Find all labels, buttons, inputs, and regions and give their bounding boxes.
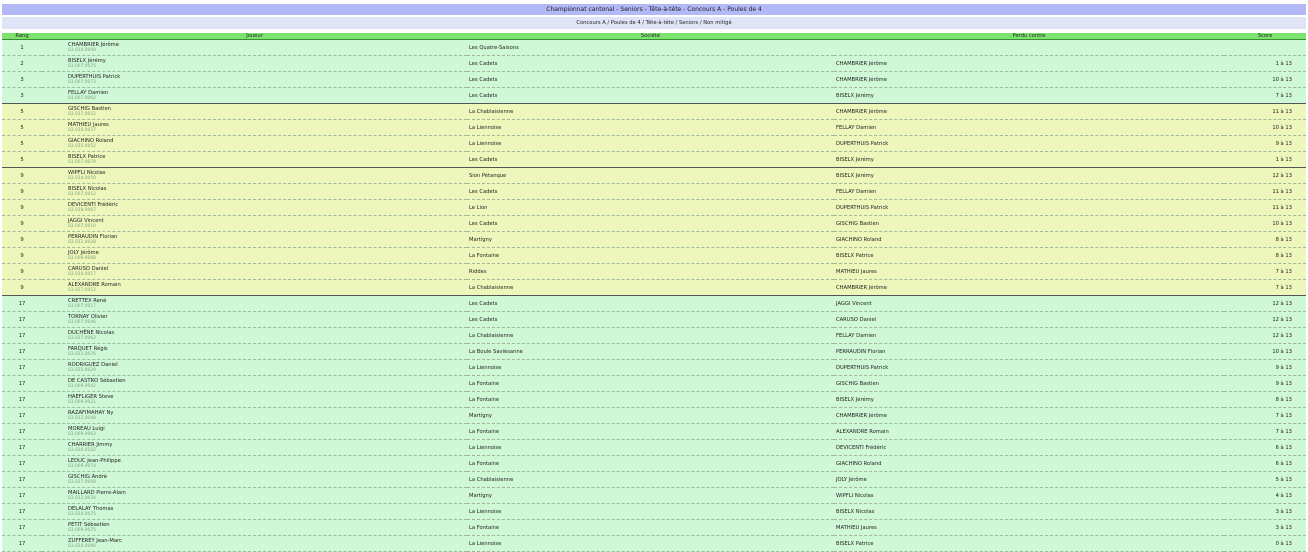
player-cell	[42, 392, 467, 408]
player-license: 03.025.0052	[68, 143, 96, 149]
score-cell: 12 à 13	[1224, 312, 1306, 328]
table-row	[2, 88, 1306, 104]
player-license: 03.027.0012	[68, 287, 96, 293]
player-cell	[42, 472, 467, 488]
player-license: 03.010.0049	[68, 47, 96, 53]
player-license: 03.025.0029	[68, 367, 96, 373]
table-row	[2, 408, 1306, 424]
player-name[interactable]: DUPERTHUIS Patrick	[68, 73, 121, 80]
lost-against-cell: BISELX Nicolas	[834, 504, 1224, 520]
player-cell	[42, 216, 467, 232]
rank-cell: 17	[2, 520, 42, 536]
club-cell: La Chablaisienne	[467, 328, 834, 344]
club-cell: La Liennoise	[467, 136, 834, 152]
rank-cell: 9	[2, 216, 42, 232]
score-cell: 12 à 13	[1224, 168, 1306, 184]
rank-cell: 9	[2, 248, 42, 264]
player-name[interactable]: GIACHINO Roland	[68, 137, 114, 144]
table-row	[2, 344, 1306, 360]
player-license: 03.012.0034	[68, 495, 96, 501]
score-cell: 7 à 13	[1224, 408, 1306, 424]
player-license: 03.007.0017	[68, 303, 96, 309]
lost-against-cell: PERRAUDIN Florian	[834, 344, 1224, 360]
player-name[interactable]: LEDUC Jean-Philippe	[68, 457, 121, 464]
table-row	[2, 184, 1306, 200]
player-license: 03.007.0010	[68, 223, 96, 229]
score-cell: 1 à 13	[1224, 56, 1306, 72]
lost-against-cell: MATHIEU Jaures	[834, 520, 1224, 536]
club-cell: Martigny	[467, 408, 834, 424]
score-cell: 7 à 13	[1224, 264, 1306, 280]
lost-against-cell: FELLAY Damien	[834, 184, 1224, 200]
table-row	[2, 360, 1306, 376]
header-perdu-contre: Perdu contre	[834, 33, 1224, 40]
table-row	[2, 456, 1306, 472]
rank-cell: 17	[2, 408, 42, 424]
lost-against-cell: MATHIEU Jaures	[834, 264, 1224, 280]
club-cell: La Liennoise	[467, 440, 834, 456]
player-name[interactable]: RAZAFIMAHAY Ny	[68, 409, 114, 416]
score-cell: 12 à 13	[1224, 328, 1306, 344]
rank-cell: 5	[2, 136, 42, 152]
club-cell: La Chablaisienne	[467, 280, 834, 296]
player-name[interactable]: MAILLARD Pierre-Alain	[68, 489, 126, 496]
player-license: 03.007.0079	[68, 159, 96, 165]
table-row	[2, 40, 1306, 56]
table-row	[2, 392, 1306, 408]
score-cell: 12 à 13	[1224, 296, 1306, 312]
club-cell: La Fontaine	[467, 424, 834, 440]
lost-against-cell: WIPFLI Nicolas	[834, 488, 1224, 504]
club-cell: La Fontaine	[467, 392, 834, 408]
player-cell	[42, 296, 467, 312]
score-cell: 11 à 13	[1224, 184, 1306, 200]
rank-cell: 17	[2, 472, 42, 488]
player-cell	[42, 168, 467, 184]
player-cell	[42, 424, 467, 440]
player-license: 03.007.0012	[68, 191, 96, 197]
score-cell: 9 à 13	[1224, 360, 1306, 376]
player-cell	[42, 376, 467, 392]
player-name[interactable]: ZUFFEREY Jean-Marc	[68, 537, 122, 544]
rank-cell: 17	[2, 360, 42, 376]
player-license: 03.012.0028	[68, 239, 96, 245]
lost-against-cell: CHAMBRIER Jérôme	[834, 408, 1224, 424]
score-cell: 7 à 13	[1224, 88, 1306, 104]
club-cell: La Chablaisienne	[467, 472, 834, 488]
rank-cell: 2	[2, 56, 42, 72]
player-cell	[42, 408, 467, 424]
player-cell	[42, 456, 467, 472]
player-license: 03.009.0075	[68, 527, 96, 533]
lost-against-cell: BISELX Jérémy	[834, 392, 1224, 408]
table-row	[2, 376, 1306, 392]
table-row	[2, 488, 1306, 504]
player-cell	[42, 344, 467, 360]
rank-cell: 17	[2, 296, 42, 312]
player-license: 03.020.0017	[68, 271, 96, 277]
score-cell: 4 à 13	[1224, 488, 1306, 504]
table-row	[2, 72, 1306, 88]
club-cell: La Liennoise	[467, 504, 834, 520]
player-license: 03.012.0048	[68, 415, 96, 421]
lost-against-cell: FELLAY Damien	[834, 120, 1224, 136]
rank-cell: 17	[2, 376, 42, 392]
player-cell	[42, 328, 467, 344]
table-row	[2, 536, 1306, 552]
player-name[interactable]: DELALAY Thomas	[68, 505, 114, 512]
club-cell: La Fontaine	[467, 520, 834, 536]
table-row	[2, 328, 1306, 344]
table-row	[2, 56, 1306, 72]
player-license: 03.020.0102	[68, 447, 96, 453]
club-cell: Le Lion	[467, 200, 834, 216]
lost-against-cell: GIACHINO Roland	[834, 456, 1224, 472]
table-row	[2, 312, 1306, 328]
club-cell: La Boule Savièsanne	[467, 344, 834, 360]
player-license: 03.007.0062	[68, 95, 96, 101]
rank-cell: 5	[2, 104, 42, 120]
table-row	[2, 216, 1306, 232]
player-name[interactable]: PERRAUDIN Florian	[68, 233, 118, 240]
table-body	[2, 40, 1306, 552]
player-name[interactable]: GISCHIG Bastien	[68, 105, 111, 112]
player-cell	[42, 88, 467, 104]
score-cell: 10 à 13	[1224, 120, 1306, 136]
rank-cell: 17	[2, 488, 42, 504]
lost-against-cell: ALEXANDRE Romain	[834, 424, 1224, 440]
player-license: 03.024.0050	[68, 175, 96, 181]
club-cell: La Chablaisienne	[467, 104, 834, 120]
club-cell: Sion Pétanque	[467, 168, 834, 184]
score-cell: 10 à 13	[1224, 72, 1306, 88]
club-cell: Riddes	[467, 264, 834, 280]
score-cell: 8 à 13	[1224, 232, 1306, 248]
rank-cell: 17	[2, 536, 42, 552]
player-name[interactable]: DUCHÊNE Nicolas	[68, 329, 115, 336]
lost-against-cell: CHAMBRIER Jérôme	[834, 104, 1224, 120]
header-societe: Société	[467, 33, 834, 40]
rank-cell: 17	[2, 312, 42, 328]
club-cell: Les Cadets	[467, 184, 834, 200]
lost-against-cell: CHAMBRIER Jérôme	[834, 280, 1224, 296]
player-name[interactable]: DEVICENTI Frédéric	[68, 201, 119, 208]
table-row	[2, 136, 1306, 152]
lost-against-cell: DUPERTHUIS Patrick	[834, 200, 1224, 216]
rank-cell: 5	[2, 120, 42, 136]
table-row	[2, 520, 1306, 536]
rank-cell: 17	[2, 504, 42, 520]
rank-cell: 5	[2, 152, 42, 168]
player-cell	[42, 248, 467, 264]
rank-cell: 9	[2, 264, 42, 280]
score-cell: 7 à 13	[1224, 424, 1306, 440]
player-name[interactable]: CARUSO Daniel	[68, 265, 109, 272]
player-name[interactable]: CHARRIER Jimmy	[68, 441, 113, 448]
breadcrumb: Concours A / Poules de 4 / Tête-à-tête / Seniors / Non mitigé	[2, 17, 1306, 29]
table-row	[2, 280, 1306, 296]
header-score: Score	[1224, 33, 1306, 40]
score-cell: 11 à 13	[1224, 200, 1306, 216]
page-title: Championnat cantonal - Seniors - Tête-à-tête - Concours A - Poules de 4	[2, 4, 1306, 15]
lost-against-cell: DEVICENTI Frédéric	[834, 440, 1224, 456]
player-license: 03.028.0067	[68, 207, 96, 213]
rank-cell: 3	[2, 72, 42, 88]
lost-against-cell: GISCHIG Bastien	[834, 216, 1224, 232]
club-cell: La Liennoise	[467, 536, 834, 552]
club-cell: La Liennoise	[467, 120, 834, 136]
player-name[interactable]: CHAMBRIER Jérôme	[68, 41, 119, 48]
header-joueur: Joueur	[42, 33, 467, 40]
club-cell: La Liennoise	[467, 360, 834, 376]
rank-cell: 17	[2, 328, 42, 344]
lost-against-cell: BISELX Patrice	[834, 248, 1224, 264]
player-cell	[42, 40, 467, 56]
rank-cell: 9	[2, 200, 42, 216]
score-cell: 6 à 13	[1224, 456, 1306, 472]
table-row	[2, 472, 1306, 488]
score-cell: 8 à 13	[1224, 248, 1306, 264]
player-name[interactable]: ALEXANDRE Romain	[68, 281, 121, 288]
lost-against-cell: DUPERTHUIS Patrick	[834, 136, 1224, 152]
player-license: 03.020.0075	[68, 511, 96, 517]
player-cell	[42, 312, 467, 328]
table-row	[2, 120, 1306, 136]
player-license: 03.020.0027	[68, 127, 96, 133]
player-name[interactable]: BISELX Jérémy	[68, 57, 106, 64]
lost-against-cell: BISELX Jérémy	[834, 88, 1224, 104]
score-cell: 10 à 13	[1224, 344, 1306, 360]
player-license: 03.009.0042	[68, 383, 96, 389]
table-row	[2, 504, 1306, 520]
player-name[interactable]: FELLAY Damien	[68, 89, 109, 96]
player-cell	[42, 280, 467, 296]
player-name[interactable]: MATHIEU Jaures	[68, 121, 109, 128]
header-rang: Rang	[2, 33, 42, 40]
player-license: 03.007.0046	[68, 319, 96, 325]
club-cell: Les Cadets	[467, 72, 834, 88]
lost-against-cell: CHAMBRIER Jérôme	[834, 72, 1224, 88]
player-name[interactable]: RODRIGUEZ Daniel	[68, 361, 118, 368]
rank-cell: 1	[2, 40, 42, 56]
table-row	[2, 440, 1306, 456]
score-cell: 3 à 13	[1224, 504, 1306, 520]
player-cell	[42, 56, 467, 72]
player-name[interactable]: WIPFLI Nicolas	[68, 169, 106, 176]
player-license: 03.009.0074	[68, 463, 96, 469]
rank-cell: 17	[2, 424, 42, 440]
lost-against-cell: CARUSO Daniel	[834, 312, 1224, 328]
club-cell: Les Cadets	[467, 312, 834, 328]
player-cell	[42, 184, 467, 200]
rank-cell: 17	[2, 440, 42, 456]
player-cell	[42, 232, 467, 248]
player-cell	[42, 536, 467, 552]
rank-cell: 17	[2, 344, 42, 360]
player-name[interactable]: JAGGI Vincent	[68, 217, 104, 224]
player-license: 03.007.0073	[68, 79, 96, 85]
rank-cell: 3	[2, 88, 42, 104]
lost-against-cell	[834, 40, 1224, 56]
player-license: 03.027.0022	[68, 111, 96, 117]
club-cell: Les Cadets	[467, 88, 834, 104]
player-cell	[42, 360, 467, 376]
rank-cell: 9	[2, 232, 42, 248]
club-cell: Les Cadets	[467, 56, 834, 72]
lost-against-cell: FELLAY Damien	[834, 328, 1224, 344]
player-name[interactable]: GISCHIG André	[68, 473, 107, 480]
player-cell	[42, 152, 467, 168]
club-cell: La Fontaine	[467, 248, 834, 264]
lost-against-cell: GIACHINO Roland	[834, 232, 1224, 248]
score-cell: 11 à 13	[1224, 104, 1306, 120]
player-name[interactable]: MOREAU Luigi	[68, 425, 105, 432]
player-name[interactable]: TORNAY Olivier	[68, 313, 108, 320]
table-row	[2, 264, 1306, 280]
lost-against-cell: JOLY Jérôme	[834, 472, 1224, 488]
table-row	[2, 152, 1306, 168]
player-name[interactable]: CRETTEX René	[68, 297, 107, 304]
score-cell: 10 à 13	[1224, 216, 1306, 232]
rank-cell: 9	[2, 184, 42, 200]
rank-cell: 17	[2, 456, 42, 472]
rank-cell: 9	[2, 168, 42, 184]
player-name[interactable]: BISELX Nicolas	[68, 185, 107, 192]
table-row	[2, 248, 1306, 264]
player-license: 03.009.0021	[68, 399, 96, 405]
player-license: 03.027.0008	[68, 479, 96, 485]
player-name[interactable]: PETIT Sébastien	[68, 521, 110, 528]
score-cell	[1224, 40, 1306, 56]
player-name[interactable]: BISELX Patrice	[68, 153, 106, 160]
club-cell: Les Quatre-Saisons	[467, 40, 834, 56]
table-row	[2, 104, 1306, 120]
club-cell: Les Cadets	[467, 216, 834, 232]
club-cell: Martigny	[467, 488, 834, 504]
player-cell	[42, 72, 467, 88]
table-row	[2, 232, 1306, 248]
table-row	[2, 296, 1306, 312]
score-cell: 7 à 13	[1224, 280, 1306, 296]
player-license: 03.022.0076	[68, 351, 96, 357]
player-cell	[42, 264, 467, 280]
rank-cell: 9	[2, 280, 42, 296]
club-cell: Martigny	[467, 232, 834, 248]
player-cell	[42, 120, 467, 136]
club-cell: La Fontaine	[467, 456, 834, 472]
club-cell: Les Cadets	[467, 152, 834, 168]
results-table	[2, 33, 1306, 552]
player-name[interactable]: JOLY Jérôme	[68, 249, 99, 256]
score-cell: 3 à 13	[1224, 520, 1306, 536]
player-name[interactable]: FARQUET Régis	[68, 345, 108, 352]
score-cell: 1 à 13	[1224, 152, 1306, 168]
table-row	[2, 168, 1306, 184]
lost-against-cell: GISCHIG Bastien	[834, 376, 1224, 392]
player-cell	[42, 136, 467, 152]
player-name[interactable]: HAEFLIGER Steve	[68, 393, 114, 400]
player-license: 03.009.0063	[68, 431, 96, 437]
lost-against-cell: CHAMBRIER Jérôme	[834, 56, 1224, 72]
table-row	[2, 424, 1306, 440]
player-cell	[42, 520, 467, 536]
score-cell: 9 à 13	[1224, 136, 1306, 152]
player-cell	[42, 504, 467, 520]
player-name[interactable]: DE CASTRO Sébastien	[68, 377, 126, 384]
score-cell: 6 à 13	[1224, 440, 1306, 456]
score-cell: 8 à 13	[1224, 392, 1306, 408]
player-cell	[42, 104, 467, 120]
player-cell	[42, 440, 467, 456]
lost-against-cell: JAGGI Vincent	[834, 296, 1224, 312]
lost-against-cell: DUPERTHUIS Patrick	[834, 360, 1224, 376]
player-cell	[42, 200, 467, 216]
score-cell: 5 à 13	[1224, 472, 1306, 488]
lost-against-cell: BISELX Jérémy	[834, 152, 1224, 168]
score-cell: 0 à 13	[1224, 536, 1306, 552]
player-license: 03.009.0068	[68, 255, 96, 261]
club-cell: La Fontaine	[467, 376, 834, 392]
player-license: 03.027.0062	[68, 335, 96, 341]
player-cell	[42, 488, 467, 504]
lost-against-cell: BISELX Patrice	[834, 536, 1224, 552]
rank-cell: 17	[2, 392, 42, 408]
player-license: 03.020.0086	[68, 543, 96, 549]
score-cell: 9 à 13	[1224, 376, 1306, 392]
table-row	[2, 200, 1306, 216]
lost-against-cell: BISELX Jérémy	[834, 168, 1224, 184]
player-license: 03.007.0075	[68, 63, 96, 69]
club-cell: Les Cadets	[467, 296, 834, 312]
